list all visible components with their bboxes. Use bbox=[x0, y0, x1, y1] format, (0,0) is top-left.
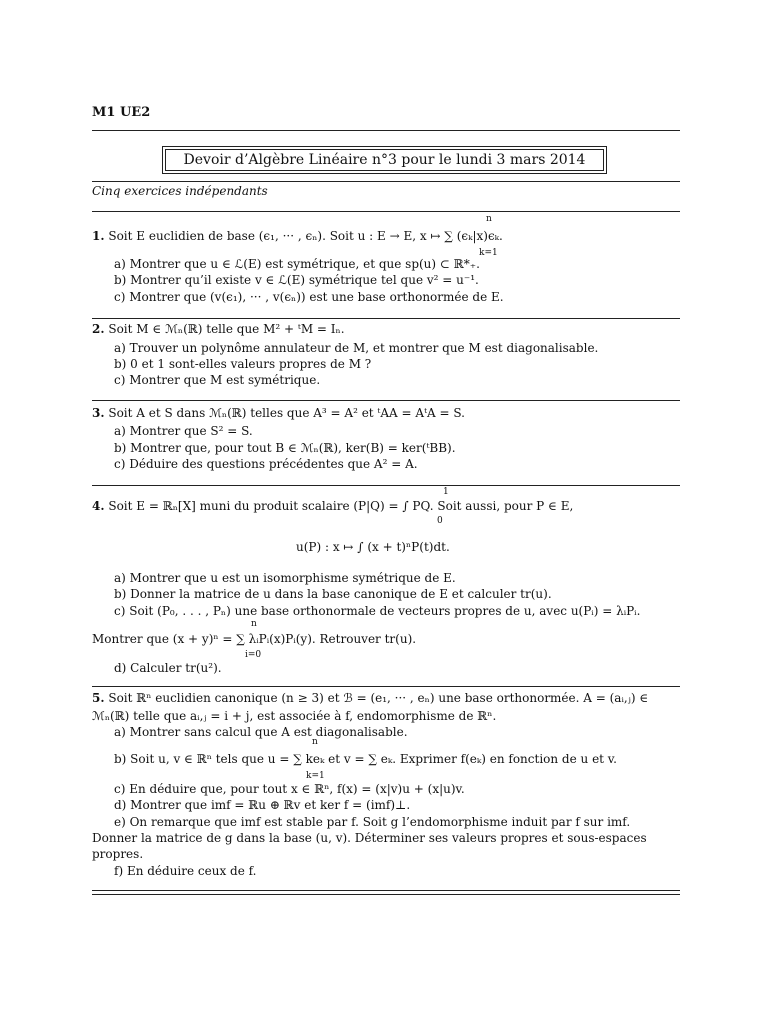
exercise-number: 2. bbox=[92, 322, 105, 336]
divider bbox=[92, 894, 680, 895]
divider bbox=[92, 181, 680, 182]
exercise-1-question-b: b) Montrer qu’il existe v ∈ ℒ(E) symétrique tel que v² = u⁻¹. bbox=[114, 273, 479, 287]
exercise-4-display-equation: u(P) : x ↦ ∫ (x + t)ⁿP(t)dt. bbox=[296, 540, 450, 554]
divider bbox=[92, 400, 680, 401]
exercise-1-statement bbox=[92, 229, 503, 243]
integral-lower-bound: 0 bbox=[437, 516, 443, 526]
exercise-4-question-b: b) Donner la matrice de u dans la base canonique de E et calculer tr(u). bbox=[114, 587, 552, 601]
exercise-5-question-a: a) Montrer sans calcul que A est diagonalisable. bbox=[114, 725, 408, 739]
exercise-1-question-c: c) Montrer que (v(ϵ₁), ··· , v(ϵₙ)) est une base orthonormée de E. bbox=[114, 290, 504, 304]
subtitle: Cinq exercices indépendants bbox=[92, 184, 268, 198]
exercise-5-statement bbox=[92, 691, 648, 705]
sum-upper-bound: n bbox=[486, 214, 492, 224]
sum-lower-bound: k=1 bbox=[306, 771, 325, 781]
exercise-4-statement bbox=[92, 499, 573, 513]
exercise-2-question-b: b) 0 et 1 sont-elles valeurs propres de M ? bbox=[114, 357, 372, 371]
exercise-2-question-c: c) Montrer que M est symétrique. bbox=[114, 373, 321, 387]
exercise-number: 5. bbox=[92, 691, 105, 705]
exercise-5-question-e-continued: Donner la matrice de g dans la base (u, v). Déterminer ses valeurs propres et sous-espaces bbox=[92, 831, 647, 845]
exercise-5-question-c: c) En déduire que, pour tout x ∈ ℝⁿ, f(x) = (x|v)u + (x|u)v. bbox=[114, 782, 465, 796]
exercise-text: Soit A et S dans ℳₙ(ℝ) telles que A³ = A² et ᵗAA = AᵗA = S. bbox=[108, 406, 465, 420]
exercise-3-question-b: b) Montrer que, pour tout B ∈ ℳₙ(ℝ), ker(B) = ker(ᵗBB). bbox=[114, 441, 456, 455]
course-code: M1 UE2 bbox=[92, 105, 151, 120]
sum-lower-bound: k=1 bbox=[479, 248, 498, 258]
divider bbox=[92, 318, 680, 319]
integral-upper-bound: 1 bbox=[443, 487, 449, 497]
divider bbox=[92, 130, 680, 131]
exercise-4-question-c-continued: Montrer que (x + y)ⁿ = ∑ λᵢPᵢ(x)Pᵢ(y). Retrouver tr(u). bbox=[92, 632, 417, 646]
exercise-5-question-e: e) On remarque que imf est stable par f. Soit g l’endomorphisme induit par f sur imf. bbox=[114, 815, 631, 829]
divider bbox=[92, 686, 680, 687]
exercise-5-question-b: b) Soit u, v ∈ ℝⁿ tels que u = ∑ keₖ et v = ∑ eₖ. Exprimer f(eₖ) en fonction de u et v. bbox=[114, 752, 617, 766]
exercise-4-question-a: a) Montrer que u est un isomorphisme symétrique de E. bbox=[114, 571, 456, 585]
exercise-4-question-c: c) Soit (P₀, . . . , Pₙ) une base orthonormale de vecteurs propres de u, avec u(Pᵢ) = λᵢPᵢ. bbox=[114, 604, 641, 618]
exercise-2-statement bbox=[92, 322, 345, 336]
exercise-text: Soit M ∈ ℳₙ(ℝ) telle que M² + ᵗM = Iₙ. bbox=[108, 322, 345, 336]
sum-upper-bound: n bbox=[251, 619, 257, 629]
exercise-5-question-d: d) Montrer que imf = ℝu ⊕ ℝv et ker f = (imf)⊥. bbox=[114, 798, 411, 812]
exercise-3-statement bbox=[92, 406, 465, 420]
exercise-4-question-d: d) Calculer tr(u²). bbox=[114, 661, 222, 675]
exercise-2-question-a: a) Trouver un polynôme annulateur de M, et montrer que M est diagonalisable. bbox=[114, 341, 599, 355]
divider bbox=[92, 890, 680, 891]
title-box bbox=[162, 146, 607, 174]
document-page bbox=[92, 0, 680, 1024]
exercise-5-question-e-end: propres. bbox=[92, 847, 144, 861]
exercise-5-question-f: f) En déduire ceux de f. bbox=[114, 864, 257, 878]
exercise-3-question-a: a) Montrer que S² = S. bbox=[114, 424, 253, 438]
exercise-text: Soit E euclidien de base (ϵ₁, ··· , ϵₙ). Soit u : E → E, x ↦ ∑ (ϵₖ|x)ϵₖ. bbox=[108, 229, 503, 243]
exercise-number: 1. bbox=[92, 229, 105, 243]
exercise-1-question-a: a) Montrer que u ∈ ℒ(E) est symétrique, et que sp(u) ⊂ ℝ*₊. bbox=[114, 257, 480, 271]
exercise-3-question-c: c) Déduire des questions précédentes que A² = A. bbox=[114, 457, 418, 471]
exercise-number: 3. bbox=[92, 406, 105, 420]
exercise-text: Soit ℝⁿ euclidien canonique (n ≥ 3) et ℬ = (e₁, ··· , eₙ) une base orthonormée. A = (aᵢ,ⱼ) ∈ bbox=[108, 691, 649, 705]
sum-upper-bound: n bbox=[312, 737, 318, 747]
exercise-number: 4. bbox=[92, 499, 105, 513]
divider bbox=[92, 211, 680, 212]
exercise-5-statement-continued: ℳₙ(ℝ) telle que aᵢ,ⱼ = i + j, est associée à f, endomorphisme de ℝⁿ. bbox=[92, 709, 497, 723]
divider bbox=[92, 485, 680, 486]
sum-lower-bound: i=0 bbox=[245, 650, 262, 660]
document-title: Devoir d’Algèbre Linéaire n°3 pour le lundi 3 mars 2014 bbox=[165, 149, 604, 171]
exercise-text: Soit E = ℝₙ[X] muni du produit scalaire (P|Q) = ∫ PQ. Soit aussi, pour P ∈ E, bbox=[108, 499, 574, 513]
